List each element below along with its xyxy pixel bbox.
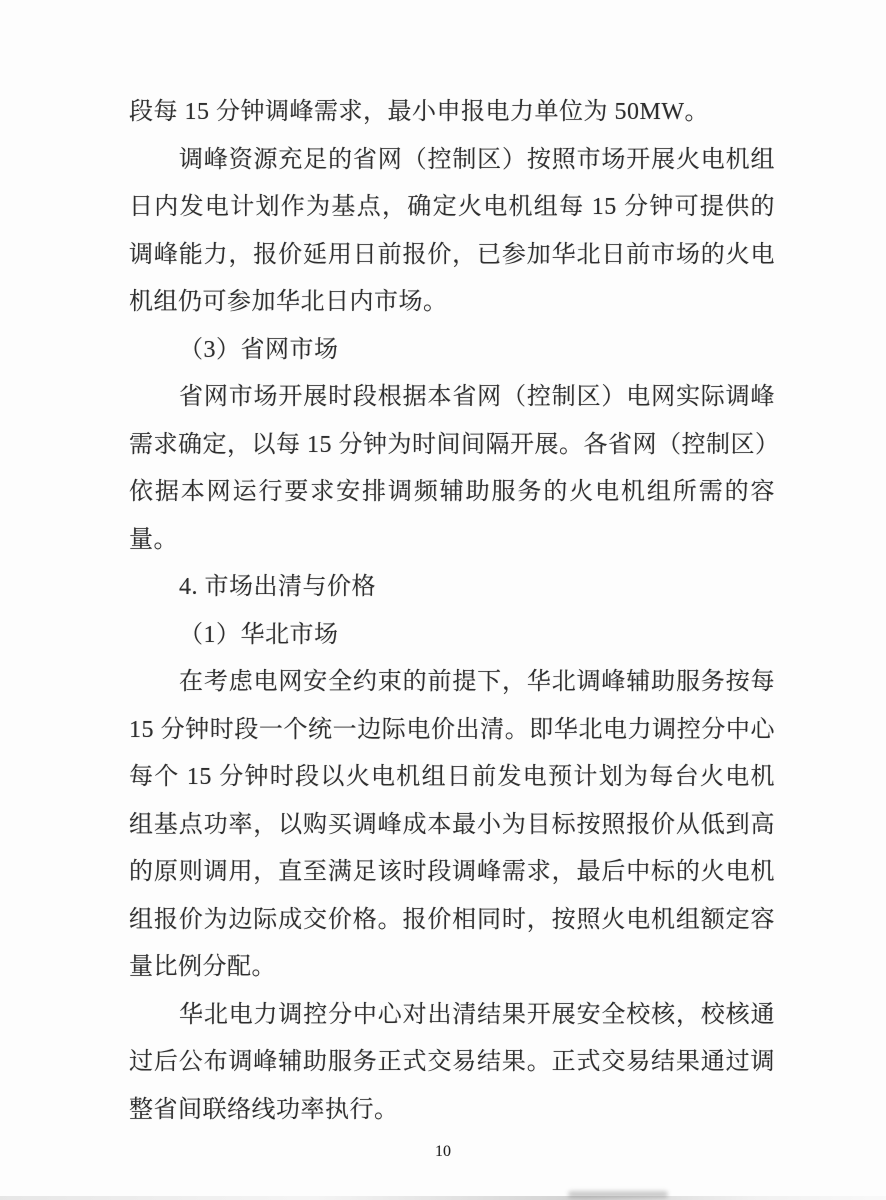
scan-edge-shadow <box>0 1196 886 1200</box>
text-line: 的原则调用，直至满足该时段调峰需求，最后中标的火电机 <box>129 859 775 885</box>
section-heading: （3）省网市场 <box>179 336 339 363</box>
section-heading: （1）华北市场 <box>179 621 339 648</box>
text-line: 日内发电计划作为基点，确定火电机组每 15 分钟可提供的 <box>129 194 775 220</box>
text-line: 调峰资源充足的省网（控制区）按照市场开展火电机组 <box>179 146 775 173</box>
text-line: 过后公布调峰辅助服务正式交易结果。正式交易结果通过调 <box>129 1049 775 1075</box>
section-heading: 4. 市场出清与价格 <box>179 574 376 600</box>
text-line: 需求确定，以每 15 分钟为时间间隔开展。各省网（控制区） <box>129 431 780 458</box>
text-line: 华北电力调控分中心对出清结果开展安全校核，校核通 <box>179 1001 775 1028</box>
text-line: 依据本网运行要求安排调频辅助服务的火电机组所需的容 <box>129 479 775 505</box>
text-line: 组基点功率，以购买调峰成本最小为目标按照报价从低到高 <box>129 811 775 838</box>
text-line: 15 分钟时段一个统一边际电价出清。即华北电力调控分中心 <box>129 716 775 743</box>
text-line: 每个 15 分钟时段以火电机组日前发电预计划为每台火电机 <box>129 764 775 790</box>
text-line: 量。 <box>129 526 178 553</box>
text-line: 组报价为边际成交价格。报价相同时，按照火电机组额定容 <box>129 906 775 933</box>
page-number: 10 <box>435 1143 451 1160</box>
text-line: 在考虑电网安全约束的前提下，华北调峰辅助服务按每 <box>179 669 775 695</box>
text-line: 量比例分配。 <box>129 954 276 980</box>
text-line: 省网市场开展时段根据本省网（控制区）电网实际调峰 <box>179 384 775 410</box>
text-line: 段每 15 分钟调峰需求，最小申报电力单位为 50MW。 <box>129 99 709 125</box>
page-body <box>129 89 780 1134</box>
text-line: 调峰能力，报价延用日前报价，已参加华北日前市场的火电 <box>129 241 775 268</box>
text-line: 机组仍可参加华北日内市场。 <box>129 289 448 315</box>
text-line: 整省间联络线功率执行。 <box>129 1096 399 1123</box>
